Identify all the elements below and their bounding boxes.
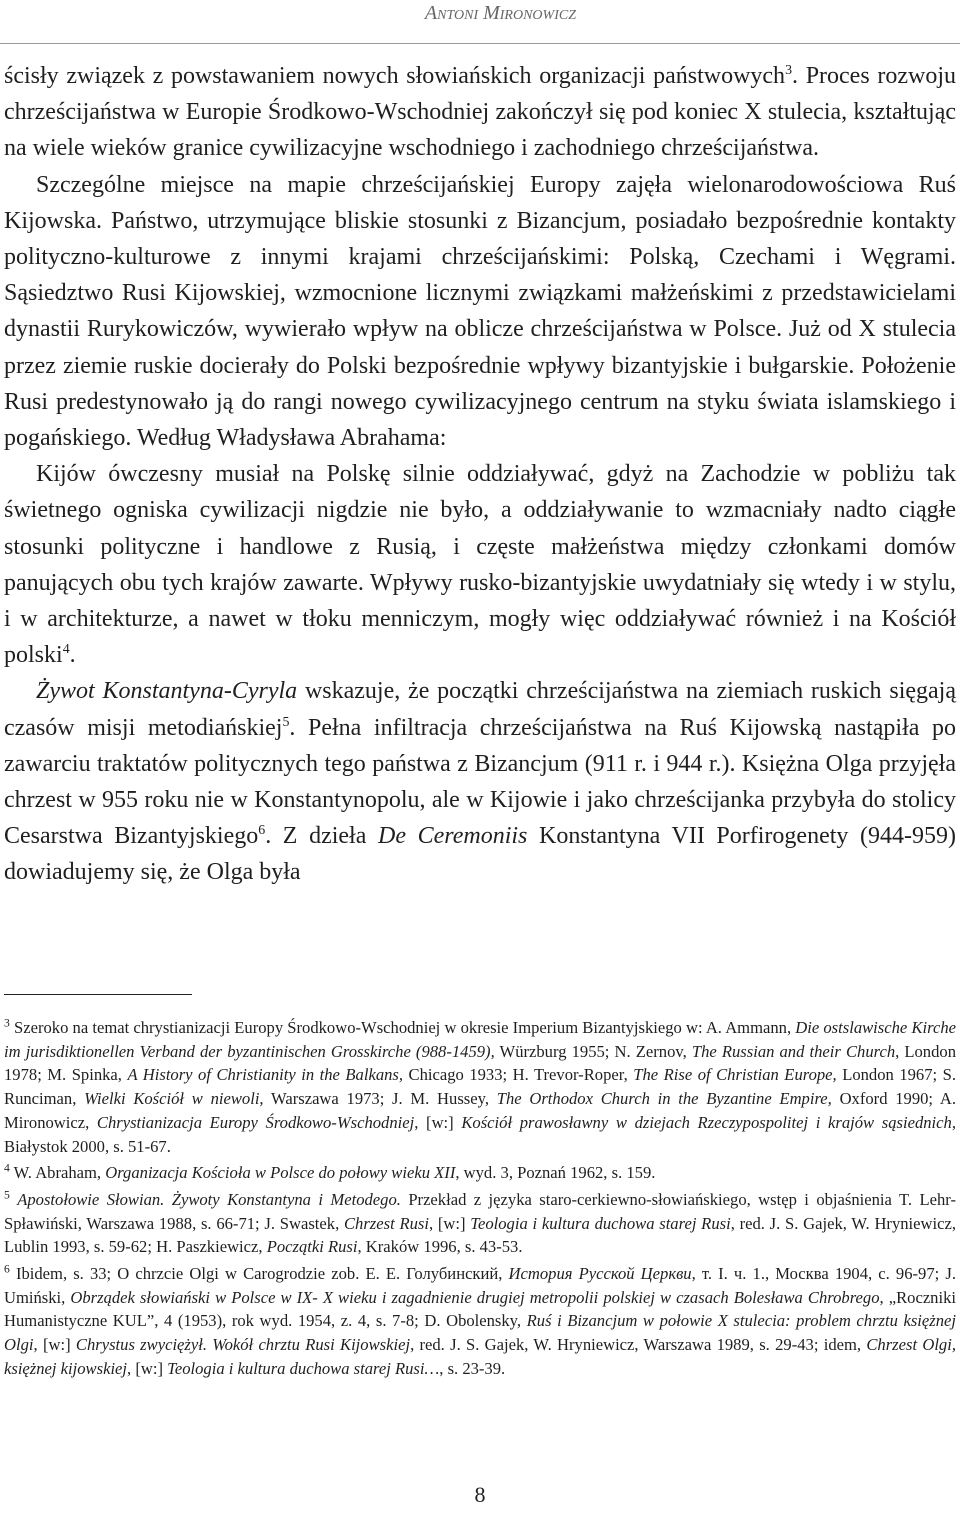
footnote-ref-5[interactable]: 5 (282, 714, 290, 730)
page-header (0, 0, 960, 44)
footnote-ref-6[interactable]: 6 (258, 823, 266, 839)
footnote-number: 3 (4, 1016, 10, 1030)
footnote-3: $^3$ Szeroko na temat chrystianizacji Europy Środkowo-Wschodniej w okresie Imperium Bizantyjskiego w: A. Ammann, Die ostslawische Kirche im jurisdiktionellen Verband der byzantinischen Grosskirche (988-1459), Würzburg 1955; N. Zernov, The Russian and their Church, London 1978; M. Spinka, A History of Christianity in the Balkans, Chicago 1933; H. Trevor-Roper, The Rise of Christian Europe, London 1967; S. Runciman, Wielki Kościół w niewoli, Warszawa 1973; J. M. Hussey, The Orthodox Church in the Byzantine Empire, Oxford 1990; A. Mironowicz, Chrystianizacja Europy Środkowo-Wschodniej, [w:] Kościół prawosławny w dziejach Rzeczypospolitej i krajów sąsiednich, Białystok 2000, s. 51-67. (4, 1016, 956, 1156)
footnote-5: $^5$ Apostołowie Słowian. Żywoty Konstantyna i Metodego. Przekład z języka staro-cerkiewno-słowiańskiego, wstęp i objaśnienia T. Lehr-Spławiński, Warszawa 1988, s. 66-71; J. Swastek, Chrzest Rusi, [w:] Teologia i kultura duchowa starej Rusi, red. J. S. Gajek, W. Hryniewicz, Lublin 1993, s. 59-62; H. Paszkiewicz, Początki Rusi, Kraków 1996, s. 43-53. (4, 1188, 956, 1257)
footnote-separator (4, 994, 192, 995)
main-text (4, 58, 956, 891)
paragraph-3: Żywot Konstantyna-Cyryla wskazuje, że początki chrześcijaństwa na ziemiach ruskich sięgają czasów misji metodiańskiej$^5$. Pełna infiltracja chrześcijaństwa na Ruś Kijowską nastąpiła po zawarciu traktatów politycznych tego państwa z Bizancjum (911 r. i 944 r.). Księżna Olga przyjęła chrzest w 955 roku nie w Konstantynopolu, ale w Kijowie i jako chrześcijanka przybyła do stolicy Cesarstwa Bizantyjskiego$^6$. Z dzieła De Ceremoniis Konstantyna VII Porfirogenety (944-959) dowiadujemy się, że Olga była (4, 678, 956, 886)
page-number: 8 (474, 1482, 486, 1507)
footnote-6: $^6$ Ibidem, s. 33; O chrzcie Olgi w Carogrodzie zob. Е. Е. Голубинский, История Русской Церкви, т. I. ч. 1., Москва 1904, с. 96-97; J. Umiński, Obrządek słowiański w Polsce w IX- X wieku i zagadnienie drugiej metropolii polskiej w czasach Bolesława Chrobrego, „Roczniki Humanistyczne KUL”, 4 (1953), rok wyd. 1954, z. 4, s. 7-8; D. Obolensky, Ruś i Bizancjum w połowie X stulecia: problem chrztu księżnej Olgi, [w:] Chrystus zwyciężył. Wokół chrztu Rusi Kijowskiej, red. J. S. Gajek, W. Hryniewicz, Warszawa 1989, s. 29-43; idem, Chrzest Olgi, księżnej kijowskiej, [w:] Teologia i kultura duchowa starej Rusi…, s. 23-39. (4, 1262, 957, 1378)
footnotes (4, 1016, 956, 1384)
block-quote: Kijów ówczesny musiał na Polskę silnie oddziaływać, gdyż na Zachodzie w pobliżu tak świetnego ogniska cywilizacji nigdzie nie było, a oddziaływanie to wzmacniały nadto ciągłe stosunki polityczne i handlowe z Rusią, i częste małżeństwa między członkami domów panujących obu tych krajów zawarte. Wpływy rusko-bizantyjskie uwydatniały się wtedy i w stylu, i w architekturze, a nawet w tłoku menniczym, mogły więc oddziaływać również i na Kościół polski$^4$. (4, 461, 956, 669)
footnote-number: 5 (4, 1188, 10, 1202)
paragraph-2: Szczególne miejsce na mapie chrześcijańskiej Europy zajęła wielonarodowościowa Ruś Kijowska. Państwo, utrzymujące bliskie stosunki z Bizancjum, posiadało bezpośrednie kontakty polityczno-kulturowe z innymi krajami chrześcijańskimi: Polską, Czechami i Węgrami. Sąsiedztwo Rusi Kijowskiej, wzmocnione licznymi związkami małżeńskimi z przedstawicielami dynastii Rurykowiczów, wywierało wpływ na oblicze chrześcijaństwa w Polsce. Już od X stulecia przez ziemie ruskie docierały do Polski bezpośrednie wpływy bizantyjskie i bułgarskie. Położenie Rusi predestynowało ją do rangi nowego cywilizacyjnego centrum na styku świata islamskiego i pogańskiego. Według Władysława Abrahama: (4, 171, 956, 452)
footnote-ref-3[interactable]: 3 (785, 63, 793, 78)
footnote-4: $^4$ W. Abraham, Organizacja Kościoła w Polsce do połowy wieku XII, wyd. 3, Poznań 1962, s. 159. (4, 1161, 656, 1183)
title-de-ceremoniis: De Ceremoniis (378, 823, 528, 850)
paragraph-1: ścisły związek z powstawaniem nowych słowiańskich organizacji państwowych$^3$. Proces rozwoju chrześcijaństwa w Europie Środkowo-Wschodniej zakończył się pod koniec X stulecia, kształtując na wiele wieków granice cywilizacyjne wschodniego i zachodniego chrześcijaństwa. (4, 63, 956, 162)
running-head: Antoni Mironowicz (424, 2, 576, 24)
footnote-number: 4 (4, 1161, 10, 1175)
title-zywot: Żywot Konstantyna-Cyryla (36, 678, 298, 705)
footnote-ref-4[interactable]: 4 (62, 642, 70, 658)
footnote-number: 6 (4, 1262, 10, 1276)
